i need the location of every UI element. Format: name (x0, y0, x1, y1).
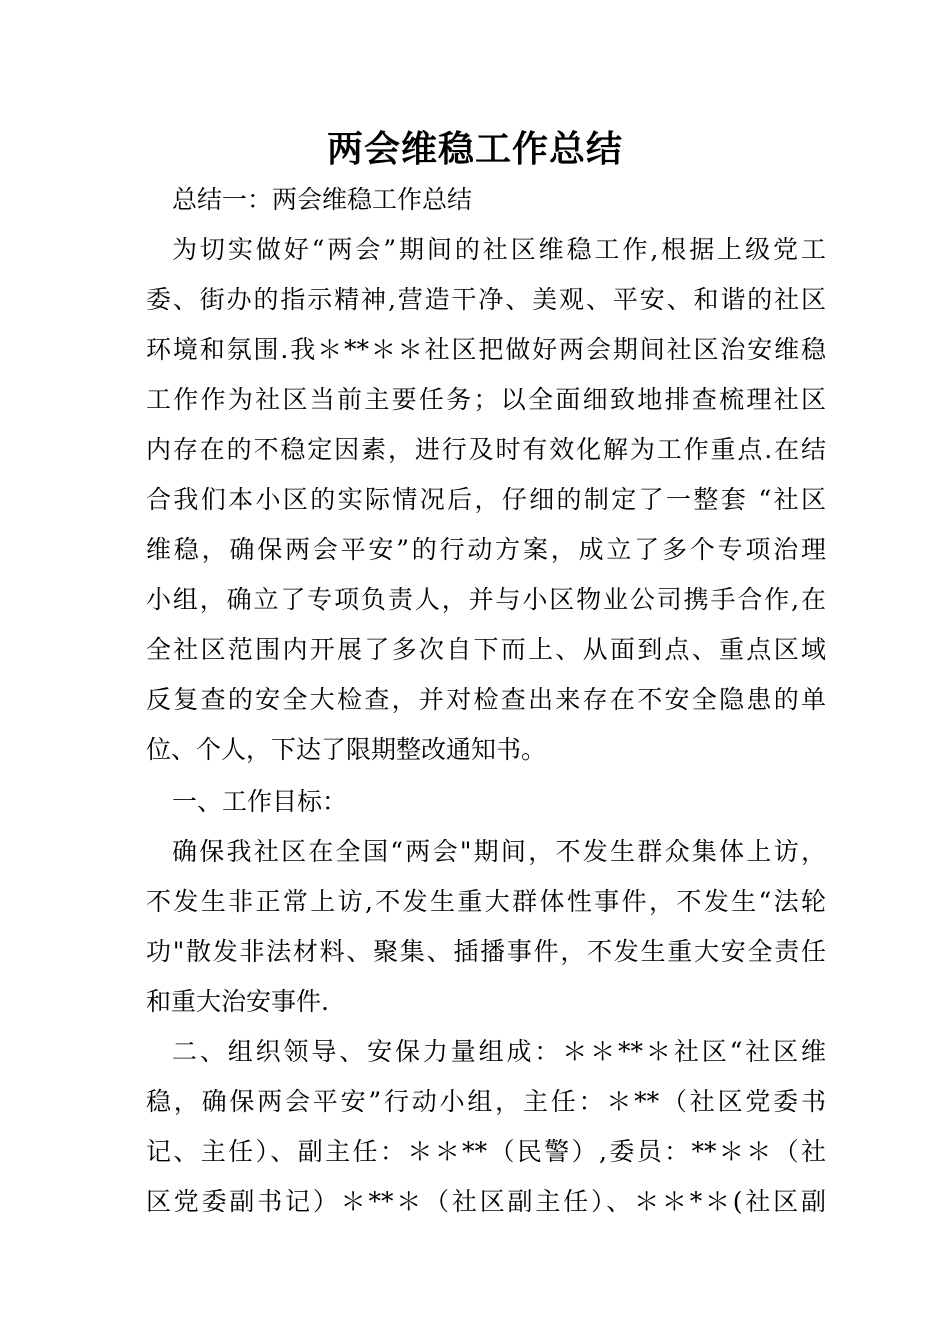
paragraph-line: 工作作为社区当前主要任务；以全面细致地排查梳理社区 (146, 385, 826, 414)
paragraph-line: 位、个人，下达了限期整改通知书。 (146, 735, 547, 764)
paragraph-line: 记、主任）、副主任：＊＊**（民警）,委员：**＊＊（社 (146, 1137, 826, 1166)
paragraph-line: 区党委副书记）＊**＊（社区副主任）、＊＊*＊(社区副 (146, 1187, 826, 1216)
paragraph-line: 内存在的不稳定因素，进行及时有效化解为工作重点.在结 (146, 435, 826, 464)
section-heading: 二、组织领导、安保力量组成：＊＊**＊社区“社区维 (172, 1037, 826, 1066)
paragraph-line: 小组，确立了专项负责人，并与小区物业公司携手合作,在 (146, 585, 826, 614)
paragraph-line: 环境和氛围.我＊**＊＊社区把做好两会期间社区治安维稳 (146, 335, 826, 364)
paragraph-line: 确保我社区在全国“两会"期间，不发生群众集体上访， (172, 837, 826, 866)
paragraph-line: 委、街办的指示精神,营造干净、美观、平安、和谐的社区 (146, 285, 826, 314)
paragraph-line: 和重大治安事件. (146, 987, 329, 1016)
document-title: 两会维稳工作总结 (326, 128, 623, 170)
paragraph-line: 功"散发非法材料、聚集、插播事件，不发生重大安全责任 (146, 937, 826, 966)
paragraph-line: 稳，确保两会平安”行动小组，主任：＊**（社区党委书 (146, 1087, 826, 1116)
paragraph-line: 不发生非正常上访,不发生重大群体性事件，不发生“法轮 (146, 887, 826, 916)
paragraph-line: 维稳，确保两会平安”的行动方案，成立了多个专项治理 (146, 535, 826, 564)
subtitle-line: 总结一：两会维稳工作总结 (172, 185, 473, 214)
paragraph-line: 为切实做好“两会”期间的社区维稳工作,根据上级党工 (172, 235, 826, 264)
paragraph-line: 反复查的安全大检查，并对检查出来存在不安全隐患的单 (146, 685, 826, 714)
section-heading: 一、工作目标： (172, 787, 348, 816)
paragraph-line: 全社区范围内开展了多次自下而上、从面到点、重点区域 (146, 635, 826, 664)
paragraph-line: 合我们本小区的实际情况后，仔细的制定了一整套 “社区 (146, 485, 826, 514)
